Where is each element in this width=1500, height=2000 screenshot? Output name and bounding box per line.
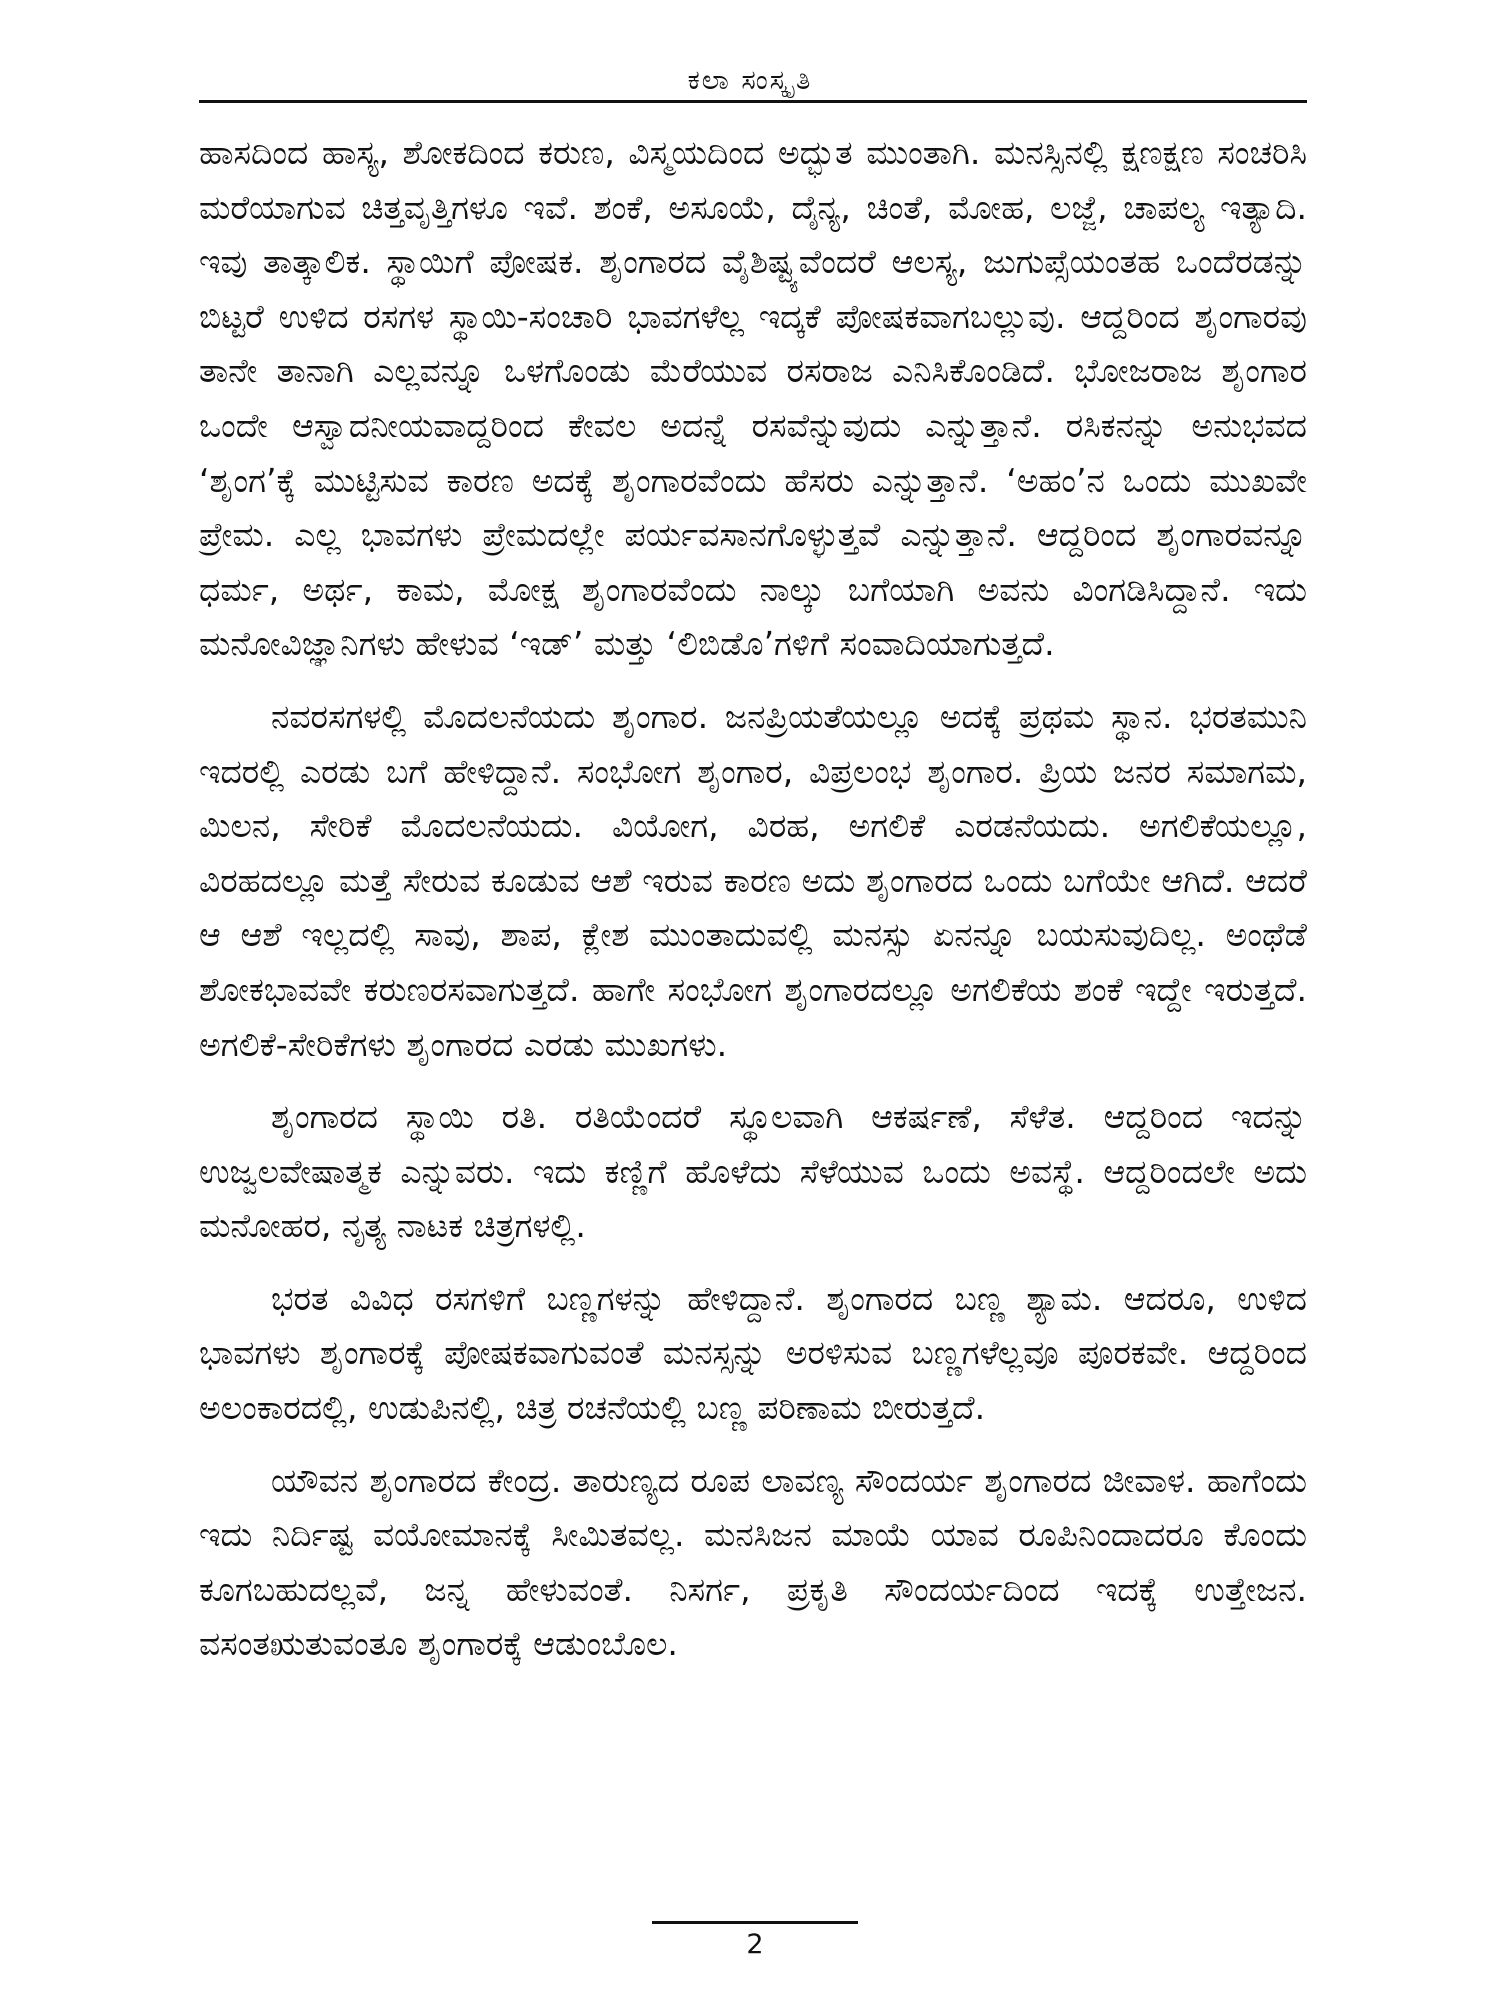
- footer-rule: [652, 1921, 858, 1924]
- header-rule: [199, 100, 1307, 103]
- page-number: 2: [746, 1929, 764, 1960]
- paragraph-1: ಹಾಸದಿಂದ ಹಾಸ್ಯ, ಶೋಕದಿಂದ ಕರುಣ, ವಿಸ್ಮಯದಿಂದ ಅದ್ಭುತ ಮುಂತಾಗಿ. ಮನಸ್ಸಿನಲ್ಲಿ ಕ್ಷಣಕ್ಷಣ ಸಂಚರಿಸಿ ಮರೆಯಾಗುವ ಚಿತ್ತವೃತ್ತಿಗಳೂ ಇವೆ. ಶಂಕೆ, ಅಸೂಯೆ, ದೈನ್ಯ, ಚಿಂತೆ, ಮೋಹ, ಲಜ್ಜೆ, ಚಾಪಲ್ಯ ಇತ್ಯಾದಿ. ಇವು ತಾತ್ಕಾಲಿಕ. ಸ್ಥಾಯಿಗೆ ಪೋಷಕ. ಶೃಂಗಾರದ ವೈಶಿಷ್ಟ್ಯವೆಂದರೆ ಆಲಸ್ಯ, ಜುಗುಪ್ಸೆಯಂತಹ ಒಂದೆರಡನ್ನು ಬಿಟ್ಟರೆ ಉಳಿದ ರಸಗಳ ಸ್ಥಾಯಿ-ಸಂಚಾರಿ ಭಾವಗಳೆಲ್ಲ ಇದ್ಕಕೆ ಪೋಷಕವಾಗಬಲ್ಲುವು. ಆದ್ದರಿಂದ ಶೃಂಗಾರವು ತಾನೇ ತಾನಾಗಿ ಎಲ್ಲವನ್ನೂ ಒಳಗೊಂಡು ಮೆರೆಯುವ ರಸರಾಜ ಎನಿಸಿಕೊಂಡಿದೆ. ಭೋಜರಾಜ ಶೃಂಗಾರ ಒಂದೇ ಆಸ್ವಾದನೀಯವಾದ್ದರಿಂದ ಕೇವಲ ಅದನ್ನೆ ರಸವೆನ್ನುವುದು ಎನ್ನುತ್ತಾನೆ. ರಸಿಕನನ್ನು ಅನುಭವದ ‘ಶೃಂಗ’ಕ್ಕೆ ಮುಟ್ಟಿಸುವ ಕಾರಣ ಅದಕ್ಕೆ ಶೃಂಗಾರವೆಂದು ಹೆಸರು ಎನ್ನುತ್ತಾನೆ. ‘ಅಹಂ’ನ ಒಂದು ಮುಖವೇ ಪ್ರೇಮ. ಎಲ್ಲ ಭಾವಗಳು ಪ್ರೇಮದಲ್ಲೇ ಪರ್ಯವಸಾನಗೊಳ್ಳುತ್ತವೆ ಎನ್ನುತ್ತಾನೆ. ಆದ್ದರಿಂದ ಶೃಂಗಾರವನ್ನೂ ಧರ್ಮ, ಅರ್ಥ, ಕಾಮ, ಮೋಕ್ಷ ಶೃಂಗಾರವೆಂದು ನಾಲ್ಕು ಬಗೆಯಾಗಿ ಅವನು ವಿಂಗಡಿಸಿದ್ದಾನೆ. ಇದು ಮನೋವಿಜ್ಞಾನಿಗಳು ಹೇಳುವ ‘ಇಡ್’ ಮತ್ತು ‘ಲಿಬಿಡೊ’ಗಳಿಗೆ ಸಂವಾದಿಯಾಗುತ್ತದೆ.: [199, 133, 1307, 664]
- paragraph-2: ನವರಸಗಳಲ್ಲಿ ಮೊದಲನೆಯದು ಶೃಂಗಾರ. ಜನಪ್ರಿಯತೆಯಲ್ಲೂ ಅದಕ್ಕೆ ಪ್ರಥಮ ಸ್ಥಾನ. ಭರತಮುನಿ ಇದರಲ್ಲಿ ಎರಡು ಬಗೆ ಹೇಳಿದ್ದಾನೆ. ಸಂಭೋಗ ಶೃಂಗಾರ, ವಿಪ್ರಲಂಭ ಶೃಂಗಾರ. ಪ್ರಿಯ ಜನರ ಸಮಾಗಮ, ಮಿಲನ, ಸೇರಿಕೆ ಮೊದಲನೆಯದು. ವಿಯೋಗ, ವಿರಹ, ಅಗಲಿಕೆ ಎರಡನೆಯದು. ಅಗಲಿಕೆಯಲ್ಲೂ, ವಿರಹದಲ್ಲೂ ಮತ್ತೆ ಸೇರುವ ಕೂಡುವ ಆಶೆ ಇರುವ ಕಾರಣ ಅದು ಶೃಂಗಾರದ ಒಂದು ಬಗೆಯೇ ಆಗಿದೆ. ಆದರೆ ಆ ಆಶೆ ಇಲ್ಲದಲ್ಲಿ ಸಾವು, ಶಾಪ, ಕ್ಲೇಶ ಮುಂತಾದುವಲ್ಲಿ ಮನಸ್ಸು ಏನನ್ನೂ ಬಯಸುವುದಿಲ್ಲ. ಅಂಥೆಡೆ ಶೋಕಭಾವವೇ ಕರುಣರಸವಾಗುತ್ತದೆ. ಹಾಗೇ ಸಂಭೋಗ ಶೃಂಗಾರದಲ್ಲೂ ಅಗಲಿಕೆಯ ಶಂಕೆ ಇದ್ದೇ ಇರುತ್ತದೆ. ಅಗಲಿಕೆ-ಸೇರಿಕೆಗಳು ಶೃಂಗಾರದ ಎರಡು ಮುಖಗಳು.: [199, 696, 1307, 1064]
- paragraph-5: ಯೌವನ ಶೃಂಗಾರದ ಕೇಂದ್ರ. ತಾರುಣ್ಯದ ರೂಪ ಲಾವಣ್ಯ ಸೌಂದರ್ಯ ಶೃಂಗಾರದ ಜೀವಾಳ. ಹಾಗೆಂದು ಇದು ನಿರ್ದಿಷ್ಟ ವಯೋಮಾನಕ್ಕೆ ಸೀಮಿತವಲ್ಲ. ಮನಸಿಜನ ಮಾಯೆ ಯಾವ ರೂಪಿನಿಂದಾದರೂ ಕೊಂದು ಕೂಗಬಹುದಲ್ಲವೆ, ಜನ್ನ ಹೇಳುವಂತೆ. ನಿಸರ್ಗ, ಪ್ರಕೃತಿ ಸೌಂದರ್ಯದಿಂದ ಇದಕ್ಕೆ ಉತ್ತೇಜನ. ವಸಂತಋತುವಂತೂ ಶೃಂಗಾರಕ್ಕೆ ಆಡುಂಬೊಲ.: [199, 1460, 1307, 1664]
- paragraph-4: ಭರತ ವಿವಿಧ ರಸಗಳಿಗೆ ಬಣ್ಣಗಳನ್ನು ಹೇಳಿದ್ದಾನೆ. ಶೃಂಗಾರದ ಬಣ್ಣ ಶ್ಯಾಮ. ಆದರೂ, ಉಳಿದ ಭಾವಗಳು ಶೃಂಗಾರಕ್ಕೆ ಪೋಷಕವಾಗುವಂತೆ ಮನಸ್ಸನ್ನು ಅರಳಿಸುವ ಬಣ್ಣಗಳೆಲ್ಲವೂ ಪೂರಕವೇ. ಆದ್ದರಿಂದ ಅಲಂಕಾರದಲ್ಲಿ, ಉಡುಪಿನಲ್ಲಿ, ಚಿತ್ರ ರಚನೆಯಲ್ಲಿ ಬಣ್ಣ ಪರಿಣಾಮ ಬೀರುತ್ತದೆ.: [199, 1278, 1307, 1428]
- running-header: ಕಲಾ ಸಂಸ್ಕೃತಿ: [687, 65, 813, 96]
- paragraph-3: ಶೃಂಗಾರದ ಸ್ಥಾಯಿ ರತಿ. ರತಿಯೆಂದರೆ ಸ್ಥೂಲವಾಗಿ ಆಕರ್ಷಣೆ, ಸೆಳೆತ. ಆದ್ದರಿಂದ ಇದನ್ನು ಉಜ್ವಲವೇಷಾತ್ಮಕ ಎನ್ನುವರು. ಇದು ಕಣ್ಣಿಗೆ ಹೊಳೆದು ಸೆಳೆಯುವ ಒಂದು ಅವಸ್ಥೆ. ಆದ್ದರಿಂದಲೇ ಅದು ಮನೋಹರ, ನೃತ್ಯ ನಾಟಕ ಚಿತ್ರಗಳಲ್ಲಿ.: [199, 1097, 1307, 1246]
- body-text: [199, 126, 1307, 1690]
